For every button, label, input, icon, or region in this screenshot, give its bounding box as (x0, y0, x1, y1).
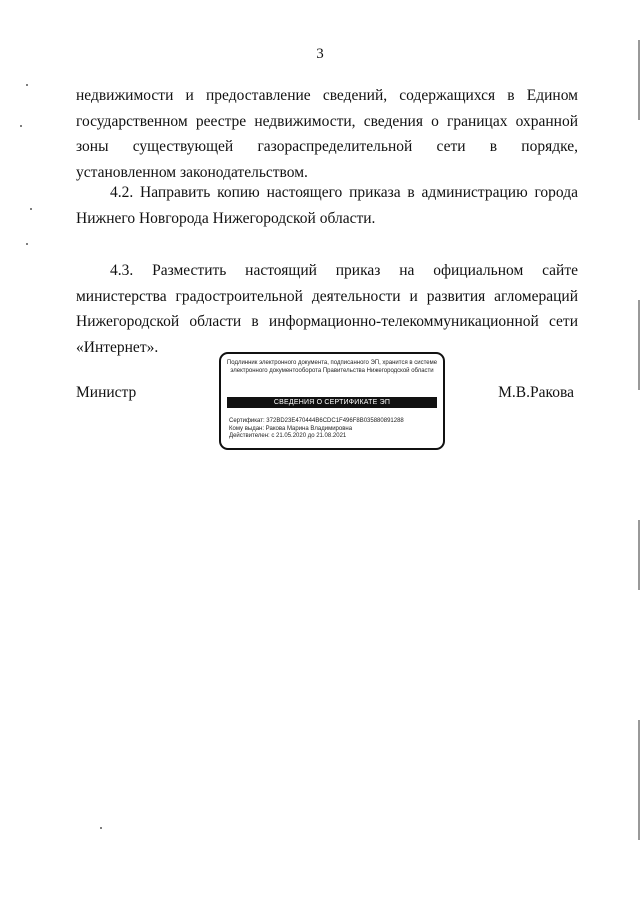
signer-position: Министр (76, 384, 137, 401)
stamp-validity: Действителен: с 21.05.2020 до 21.08.2021 (229, 433, 347, 439)
stamp-issued-to: Кому выдан: Ракова Марина Владимировна (229, 425, 353, 432)
scan-speck (20, 125, 22, 127)
page-number: 3 (316, 46, 324, 62)
scan-speck (30, 208, 32, 210)
scan-speck (100, 827, 102, 829)
stamp-details (229, 418, 437, 441)
stamp-header: Подлинник электронного документа, подписанного ЭП, хранится в системе электронного документооборота Правительства Нижегородской области (226, 360, 438, 374)
paragraph-4-3: 4.3. Разместить настоящий приказ на официальном сайте министерства градостроительной деятельности и развития агломераций Нижегородской области в информационно-телекоммуникационной сети «Интернет». (76, 262, 578, 356)
scan-speck (26, 243, 28, 245)
electronic-signature-stamp (219, 352, 445, 450)
paragraph-4-2: 4.2. Направить копию настоящего приказа в администрацию города Нижнего Новгорода Нижегородской области. (76, 184, 578, 227)
scan-speck (26, 84, 28, 86)
signer-name: М.В.Ракова (498, 384, 574, 401)
paragraph-1: недвижимости и предоставление сведений, содержащихся в Едином государственном реестре недвижимости, сведения о границах охранной зоны существующей газораспределительной сети в порядке, установленном законодательством. (76, 87, 578, 181)
stamp-title-bar: СВЕДЕНИЯ О СЕРТИФИКАТЕ ЭП (227, 397, 437, 408)
stamp-certificate: Сертификат: 372BD23E470444B6CDC1F496F8B035880891288 (229, 418, 404, 424)
